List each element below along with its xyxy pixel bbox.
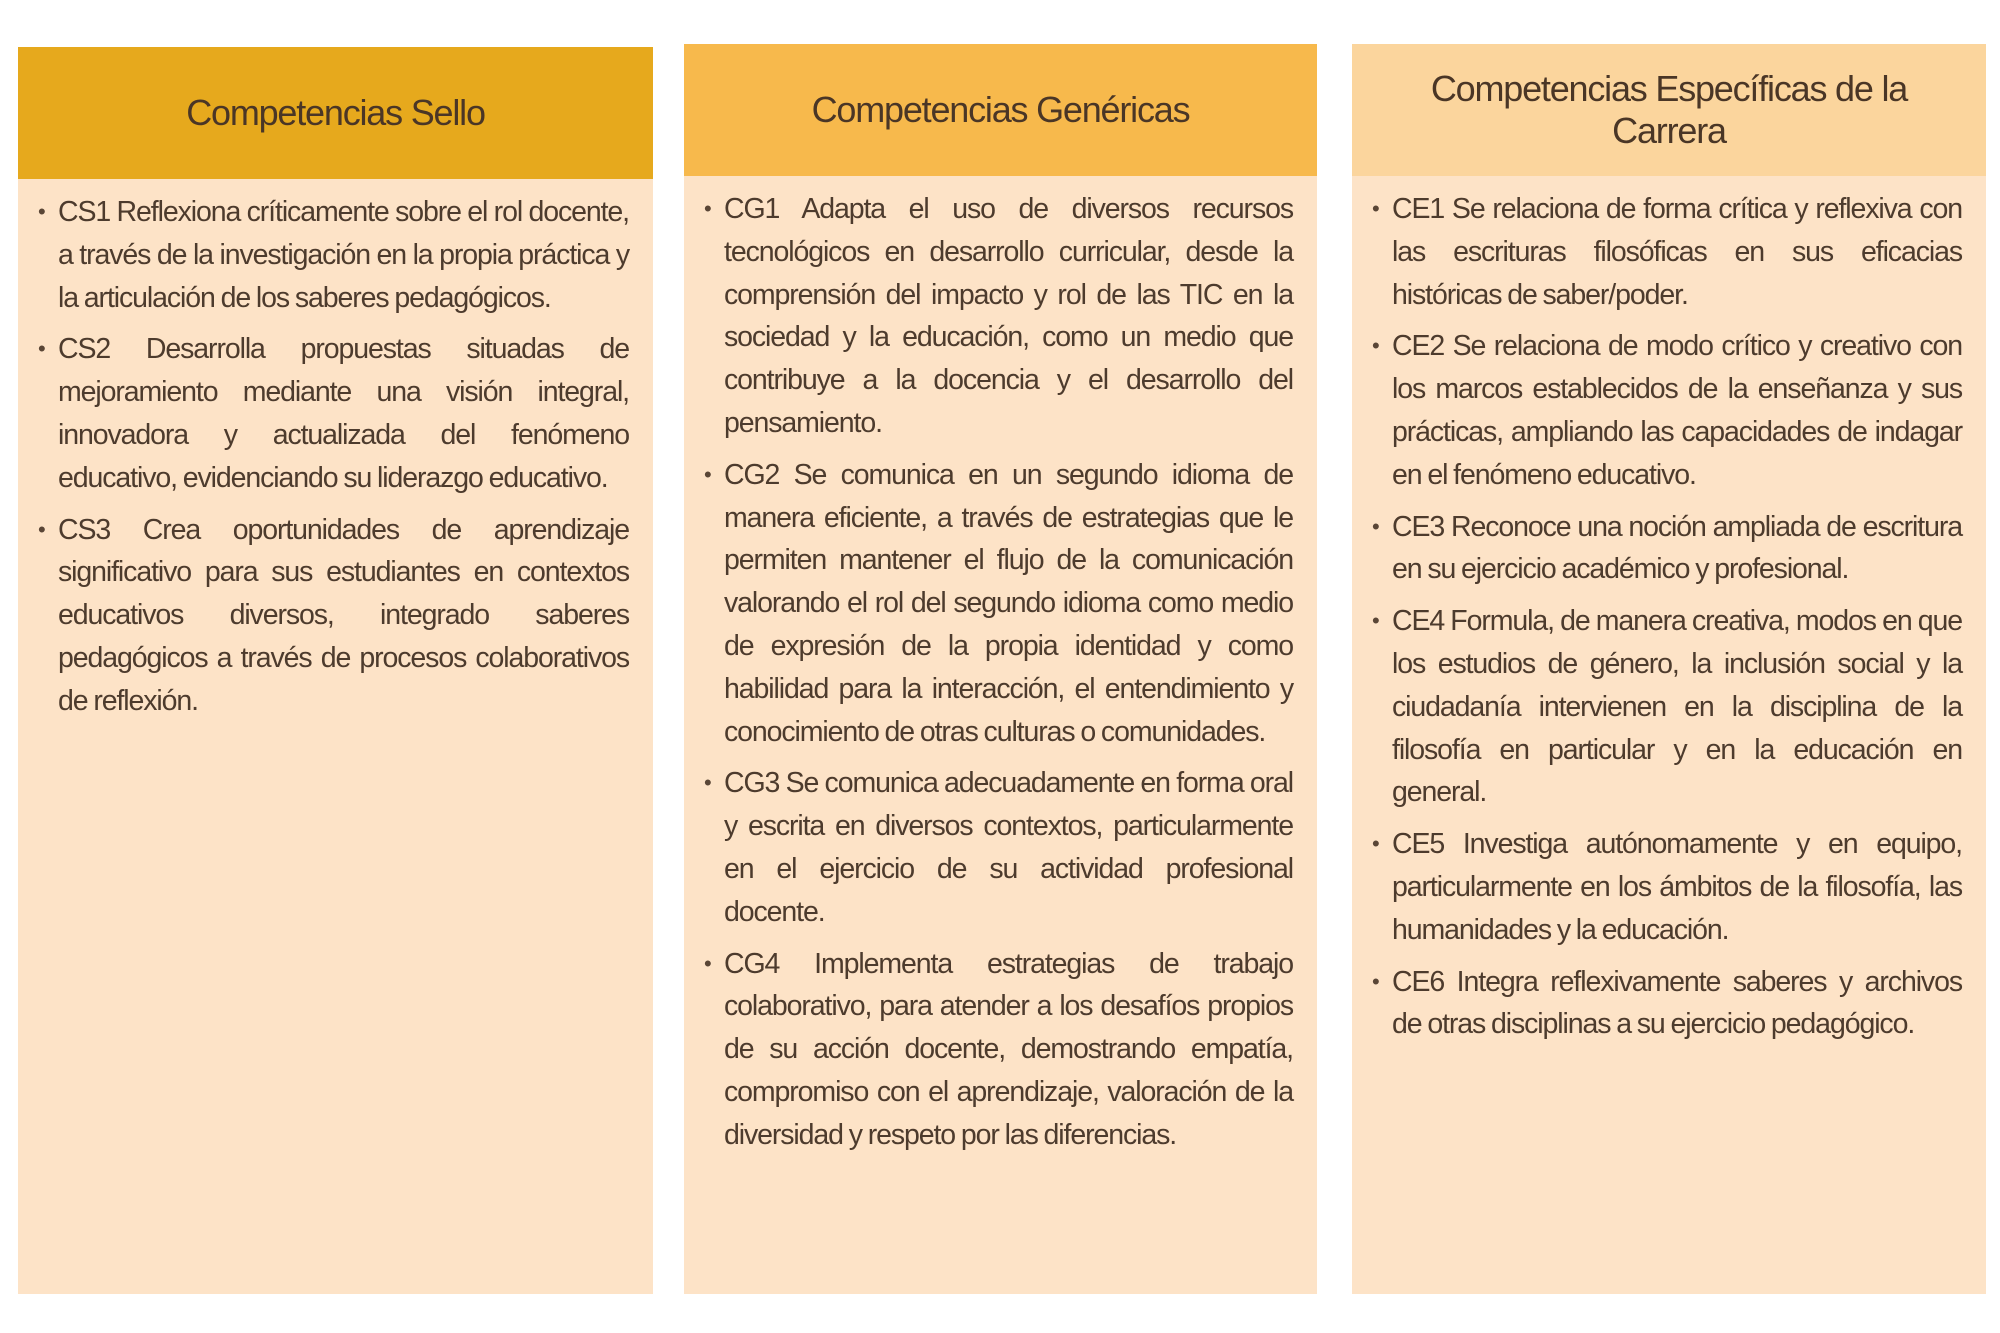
competency-text: CG2 Se comunica en un segundo idioma de manera eficiente, a través de estrategias que le permiten mantener el flujo de la comunicación valorando el rol del segundo idioma como medio de expresión de la propia identidad y como habilidad para la interacción, el entendimiento y conocimiento de otras culturas o comunidades. <box>724 458 1293 748</box>
competency-list <box>38 191 629 723</box>
competency-text: CE5 Investiga autónomamente y en equipo, particularmente en los ámbitos de la filosofía, las humanidades y la educación. <box>1392 828 1962 946</box>
column-header <box>1352 44 1986 176</box>
bullet-icon: • <box>1372 333 1379 359</box>
competency-text: CG1 Adapta el uso de diversos recursos tecnológicos en desarrollo curricular, desde la comprensión del impacto y rol de las TIC en la sociedad y la educación, como un medio que contribuye a la docencia y el desarrollo del pensamiento. <box>724 193 1293 439</box>
competency-item <box>1372 325 1962 496</box>
bullet-icon: • <box>704 770 711 796</box>
column-title: Competencias Sello <box>186 92 485 133</box>
competency-text: CS3 Crea oportunidades de aprendizaje significativo para sus estudiantes en contextos educativos diversos, integrado saberes pedagógicos a través de procesos colaborativos de reflexión. <box>58 513 629 717</box>
competencias-especificas-column <box>1352 44 1986 1294</box>
bullet-icon: • <box>1372 831 1379 857</box>
competency-item <box>1372 188 1962 316</box>
competency-item <box>38 509 629 723</box>
competency-item <box>1372 961 1962 1047</box>
competency-item <box>1372 823 1962 951</box>
bullet-icon: • <box>704 196 711 221</box>
competency-item <box>1372 506 1962 592</box>
competencias-sello-column <box>18 47 653 1294</box>
column-header <box>18 47 653 179</box>
competency-item <box>704 454 1293 754</box>
bullet-icon: • <box>38 516 45 542</box>
competency-list <box>1372 188 1962 1046</box>
competency-item <box>38 328 629 499</box>
competency-text: CE1 Se relaciona de forma crítica y reflexiva con las escrituras filosóficas en sus eficacias históricas de saber/poder. <box>1392 193 1962 311</box>
competency-text: CG3 Se comunica adecuadamente en forma oral y escrita en diversos contextos, particularmente en el ejercicio de su actividad profesional docente. <box>724 767 1293 928</box>
competency-text: CS1 Reflexiona críticamente sobre el rol docente, a través de la investigación en la propia práctica y la articulación de los saberes pedagógicos. <box>58 196 629 314</box>
bullet-icon: • <box>704 461 711 487</box>
competency-item <box>704 943 1293 1157</box>
bullet-icon: • <box>1372 968 1379 994</box>
column-header <box>684 44 1317 176</box>
competency-list <box>704 188 1293 1157</box>
column-title: Competencias Específicas de la Carrera <box>1430 68 1908 151</box>
bullet-icon: • <box>1372 513 1379 539</box>
competency-text: CE4 Formula, de manera creativa, modos en que los estudios de género, la inclusión social y la ciudadanía intervienen en la disciplina de la filosofía en particular y en la educación en general. <box>1392 605 1962 809</box>
competency-text: CS2 Desarrolla propuestas situadas de mejoramiento mediante una visión integral, innovadora y actualizada del fenómeno educativo, evidenciando su liderazgo educativo. <box>58 333 629 494</box>
competency-text: CE2 Se relaciona de modo crítico y creativo con los marcos establecidos de la enseñanza y sus prácticas, ampliando las capacidades de indagar en el fenómeno educativo. <box>1392 330 1962 491</box>
competencias-genericas-column <box>684 44 1317 1294</box>
bullet-icon: • <box>38 336 45 362</box>
bullet-icon: • <box>1372 196 1379 221</box>
bullet-icon: • <box>1372 608 1379 634</box>
competency-text: CG4 Implementa estrategias de trabajo colaborativo, para atender a los desafíos propios de su acción docente, demostrando empatía, compromiso con el aprendizaje, valoración de la diversidad y respeto por las diferencias. <box>724 947 1293 1151</box>
competency-text: CE3 Reconoce una noción ampliada de escritura en su ejercicio académico y profesional. <box>1392 510 1962 586</box>
column-body <box>18 179 653 723</box>
competency-item <box>1372 600 1962 814</box>
competency-item <box>704 762 1293 933</box>
column-body <box>1352 176 1986 1046</box>
bullet-icon: • <box>704 950 711 976</box>
column-body <box>684 176 1317 1157</box>
bullet-icon: • <box>38 199 45 224</box>
column-title: Competencias Genéricas <box>811 89 1190 130</box>
competency-text: CE6 Integra reflexivamente saberes y archivos de otras disciplinas a su ejercicio pedagógico. <box>1392 965 1962 1041</box>
competency-item <box>704 188 1293 445</box>
competency-item <box>38 191 629 319</box>
